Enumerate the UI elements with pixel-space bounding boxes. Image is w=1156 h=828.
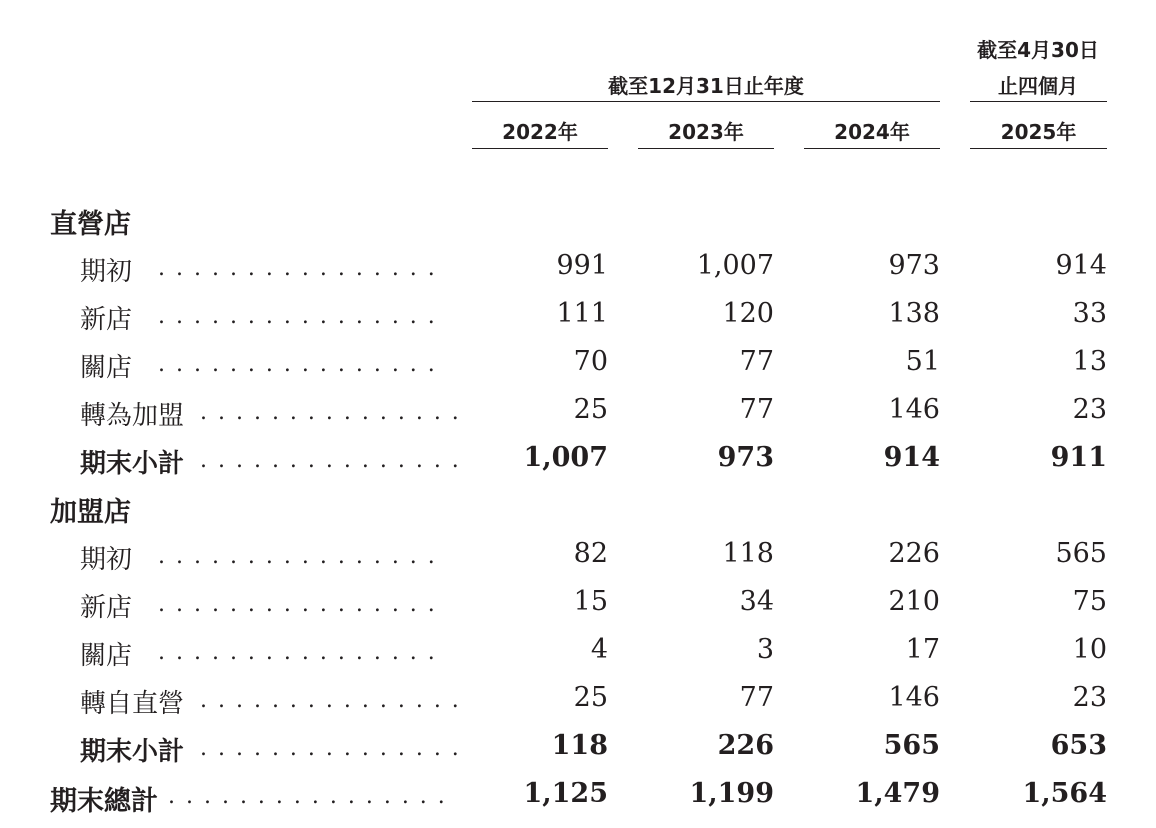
row-label: 關店	[80, 641, 133, 671]
leader-dots: . . . . . . . . . . . . . . . .	[168, 784, 447, 809]
row-label: 關店	[80, 353, 133, 383]
row-label: 期初	[80, 257, 133, 287]
cell-value: 10	[1072, 634, 1107, 665]
leader-dots: . . . . . . . . . . . . . . .	[200, 448, 461, 473]
leader-dots: . . . . . . . . . . . . . . . .	[158, 640, 437, 665]
cell-value: 23	[1072, 394, 1107, 425]
cell-value: 70	[573, 346, 608, 377]
subtotal-value: 914	[883, 442, 940, 473]
row-label: 轉自直營	[80, 689, 185, 719]
cell-value: 13	[1072, 346, 1107, 377]
cell-value: 23	[1072, 682, 1107, 713]
cell-value: 146	[888, 682, 940, 713]
cell-value: 1,007	[696, 250, 774, 281]
year-rule-2023	[638, 148, 774, 149]
grand-total-value: 1,199	[689, 778, 774, 809]
leader-dots: . . . . . . . . . . . . . . . .	[158, 304, 437, 329]
subtotal-value: 118	[551, 730, 608, 761]
cell-value: 226	[888, 538, 940, 569]
row-label: 新店	[80, 305, 133, 335]
cell-value: 914	[1055, 250, 1107, 281]
period-group-rule	[472, 101, 940, 102]
cell-value: 33	[1072, 298, 1107, 329]
grand-total-value: 1,564	[1022, 778, 1107, 809]
cell-value: 25	[573, 394, 608, 425]
leader-dots: . . . . . . . . . . . . . . . .	[158, 256, 437, 281]
cell-value: 146	[888, 394, 940, 425]
row-label: 新店	[80, 593, 133, 623]
year-header-2024: 2024年	[834, 120, 910, 144]
subtotal-value: 226	[717, 730, 774, 761]
subtotal-value: 911	[1050, 442, 1107, 473]
cell-value: 210	[888, 586, 940, 617]
leader-dots: . . . . . . . . . . . . . . .	[200, 736, 461, 761]
grand-total-value: 1,125	[523, 778, 608, 809]
grand-total-value: 1,479	[855, 778, 940, 809]
cell-value: 120	[722, 298, 774, 329]
leader-dots: . . . . . . . . . . . . . . . .	[158, 592, 437, 617]
grand-total-label: 期末總計	[50, 786, 158, 817]
cell-value: 973	[888, 250, 940, 281]
cell-value: 4	[590, 634, 608, 665]
cell-value: 34	[739, 586, 774, 617]
cell-value: 77	[739, 394, 774, 425]
cell-value: 77	[739, 346, 774, 377]
cell-value: 75	[1072, 586, 1107, 617]
cell-value: 77	[739, 682, 774, 713]
cell-value: 25	[573, 682, 608, 713]
year-header-2025: 2025年	[1000, 120, 1077, 144]
leader-dots: . . . . . . . . . . . . . . . .	[158, 352, 437, 377]
subtotal-value: 973	[717, 442, 774, 473]
subtotal-label: 期末小計	[80, 737, 185, 767]
section-title-directly-operated: 直營店	[50, 209, 131, 240]
subtotal-value: 1,007	[523, 442, 608, 473]
cell-value: 17	[905, 634, 940, 665]
leader-dots: . . . . . . . . . . . . . . . .	[158, 544, 437, 569]
subtotal-value: 565	[883, 730, 940, 761]
section-title-franchised: 加盟店	[50, 497, 131, 528]
period-group-header: 截至12月31日止年度	[608, 74, 804, 98]
interim-header-line2: 止四個月	[998, 74, 1078, 98]
year-rule-2022	[472, 148, 608, 149]
cell-value: 565	[1055, 538, 1107, 569]
row-label: 期初	[80, 545, 133, 575]
leader-dots: . . . . . . . . . . . . . . .	[200, 688, 461, 713]
year-header-2022: 2022年	[502, 120, 578, 144]
leader-dots: . . . . . . . . . . . . . . .	[200, 400, 461, 425]
year-header-2023: 2023年	[668, 120, 744, 144]
cell-value: 111	[556, 298, 608, 329]
interim-rule	[970, 101, 1107, 102]
row-label: 轉為加盟	[80, 401, 185, 431]
interim-header-line1: 截至4月30日	[977, 38, 1099, 62]
year-rule-2025	[970, 148, 1107, 149]
cell-value: 15	[573, 586, 608, 617]
subtotal-label: 期末小計	[80, 449, 185, 479]
cell-value: 3	[756, 634, 774, 665]
cell-value: 118	[722, 538, 774, 569]
cell-value: 138	[888, 298, 940, 329]
cell-value: 82	[573, 538, 608, 569]
cell-value: 51	[905, 346, 940, 377]
cell-value: 991	[556, 250, 608, 281]
year-rule-2024	[804, 148, 940, 149]
subtotal-value: 653	[1050, 730, 1107, 761]
